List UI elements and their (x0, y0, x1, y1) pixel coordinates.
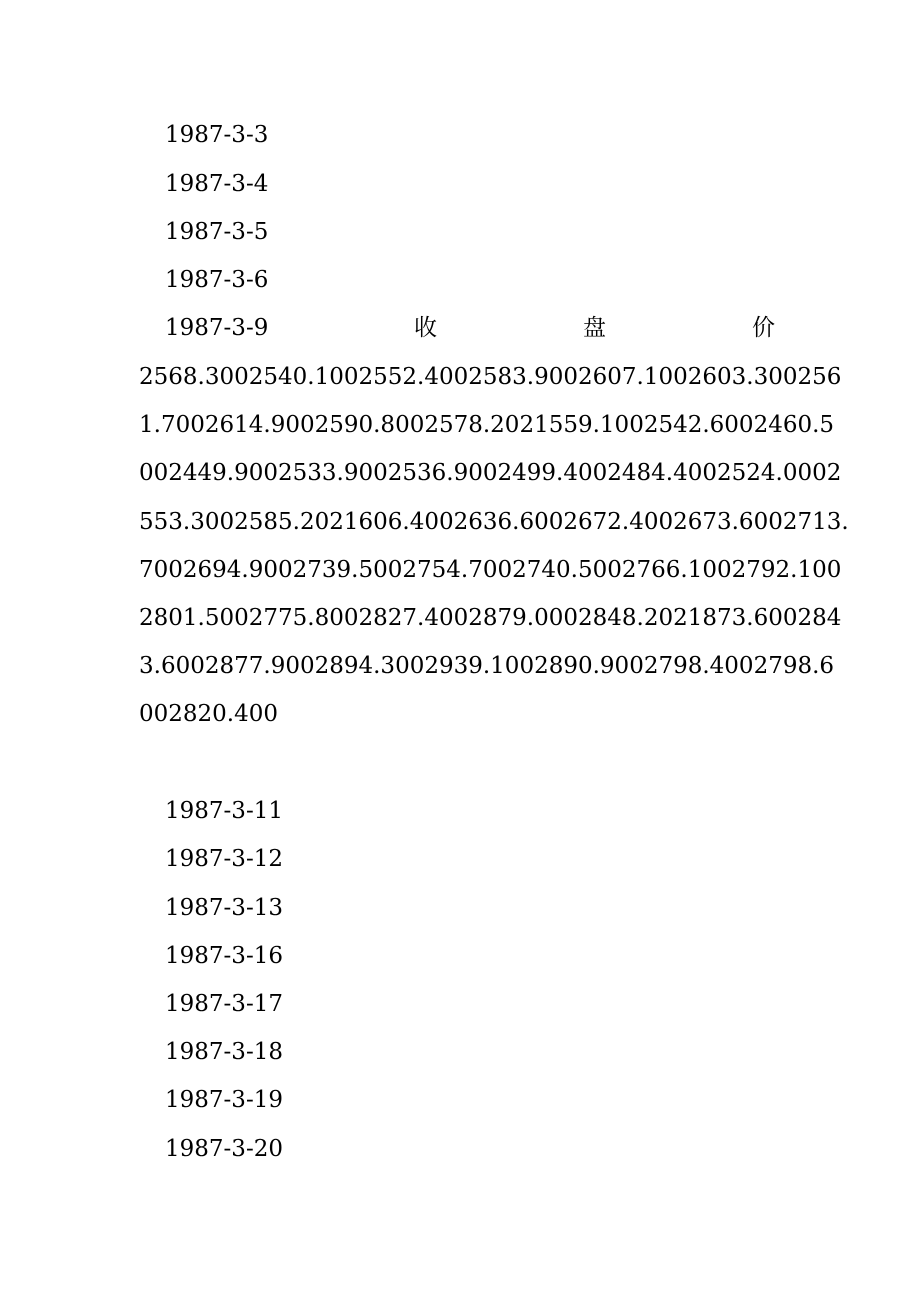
number-line: 2568.3002540.1002552.4002583.9002607.1002603.300256 (139, 364, 842, 390)
header-char-3: 价 (752, 315, 775, 341)
date-line: 1987-3-17 (165, 991, 283, 1017)
date-line: 1987-3-3 (165, 122, 269, 148)
number-line: 002449.9002533.9002536.9002499.4002484.4002524.0002 (139, 460, 842, 486)
number-line: 2801.5002775.8002827.4002879.0002848.2021873.600284 (139, 605, 842, 631)
date-line: 1987-3-6 (165, 267, 269, 293)
number-line: 3.6002877.9002894.3002939.1002890.9002798.4002798.6 (139, 653, 835, 679)
number-line: 553.3002585.2021606.4002636.6002672.4002673.6002713. (139, 509, 849, 535)
header-char-2: 盘 (583, 315, 606, 341)
date-line: 1987-3-13 (165, 895, 283, 921)
number-line: 1.7002614.9002590.8002578.2021559.1002542.6002460.5 (139, 412, 835, 438)
number-line: 7002694.9002739.5002754.7002740.5002766.1002792.100 (139, 557, 842, 583)
date-line: 1987-3-11 (165, 798, 283, 824)
date-line: 1987-3-16 (165, 943, 283, 969)
date-line: 1987-3-20 (165, 1136, 283, 1162)
date-line: 1987-3-5 (165, 219, 269, 245)
number-line: 002820.400 (139, 701, 279, 727)
date-line: 1987-3-12 (165, 846, 283, 872)
header-char-1: 收 (414, 315, 437, 341)
date-line: 1987-3-19 (165, 1087, 283, 1113)
date-line: 1987-3-18 (165, 1039, 283, 1065)
date-line: 1987-3-4 (165, 171, 269, 197)
header-date: 1987-3-9 (165, 315, 269, 341)
